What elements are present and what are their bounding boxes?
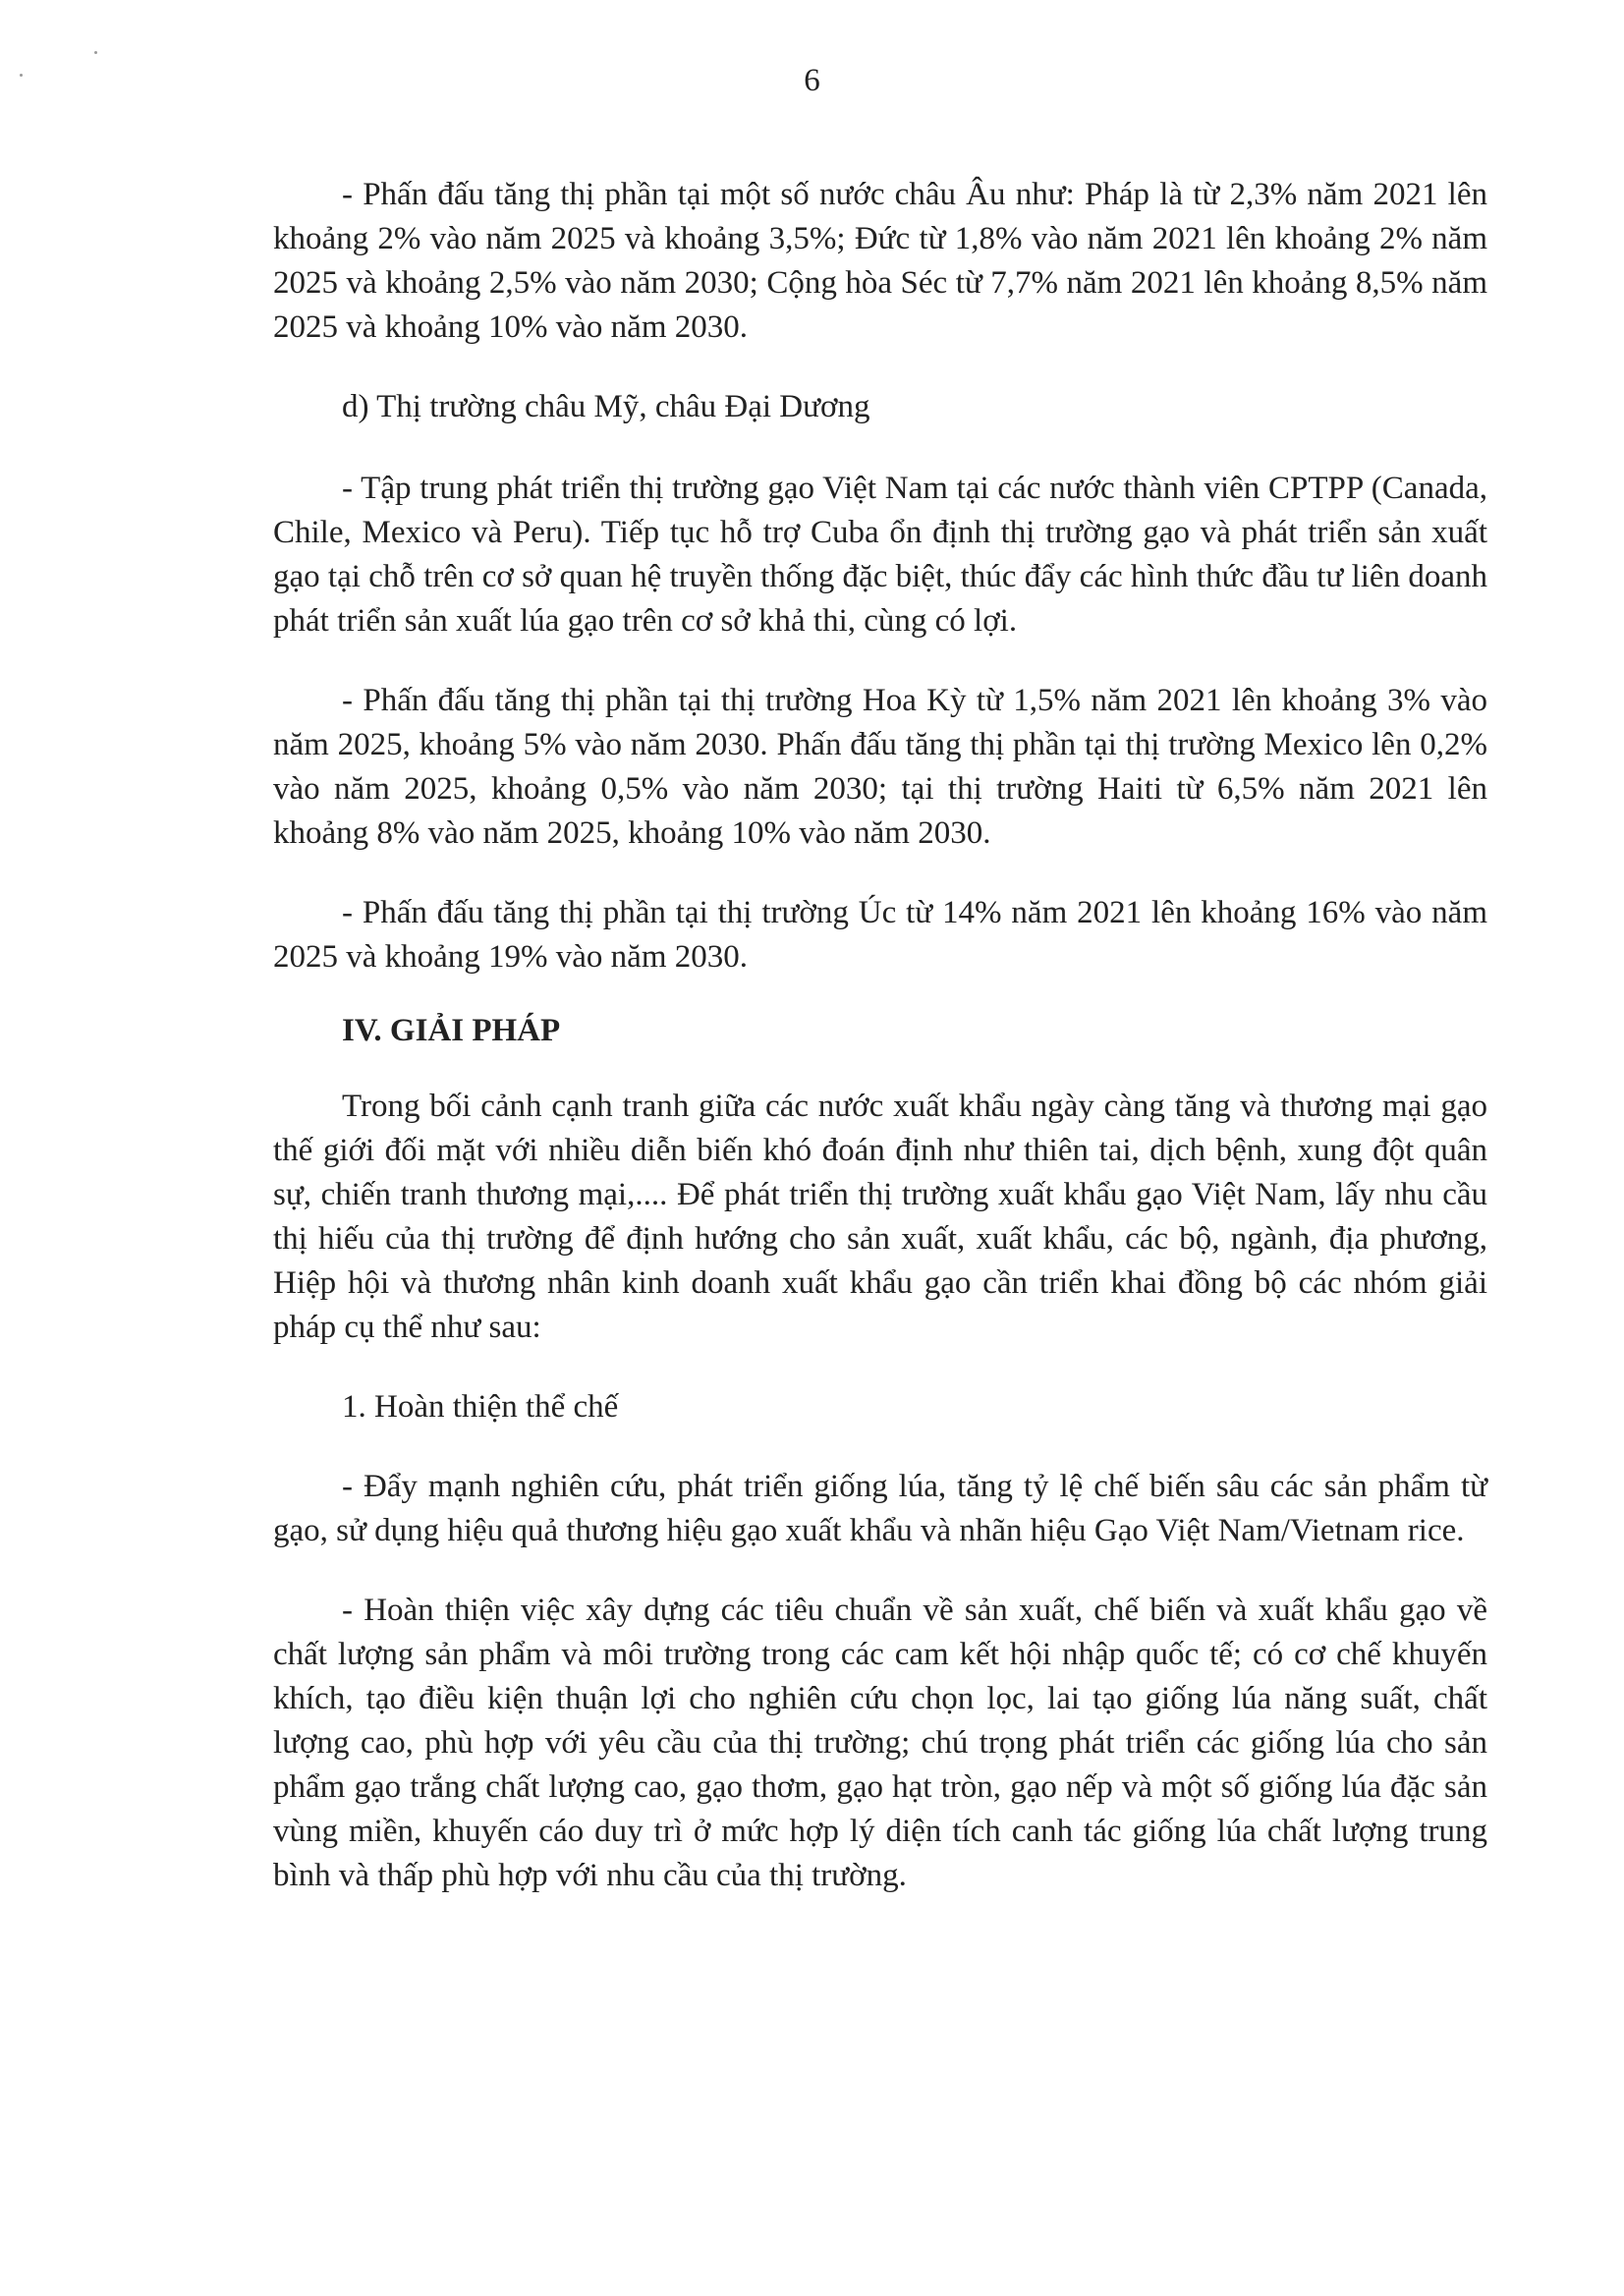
section-heading-americas-oceania: d) Thị trường châu Mỹ, châu Đại Dương (342, 389, 870, 424)
paragraph-australia-market-share: - Phấn đấu tăng thị phần tại thị trường Úc từ 14% năm 2021 lên khoảng 16% vào năm 2025 và khoảng 19% vào năm 2030. (273, 895, 1487, 975)
paragraph-europe-market-share: - Phấn đấu tăng thị phần tại một số nước châu Âu như: Pháp là từ 2,3% năm 2021 lên khoảng 2% vào năm 2025 và khoảng 3,5%; Đức từ 1,8% vào năm 2021 lên khoảng 2% năm 2025 và khoảng 2,5% vào năm 2030; Cộng hòa Séc từ 7,7% năm 2021 lên khoảng 8,5% năm 2025 và khoảng 10% vào năm 2030. (273, 177, 1487, 345)
page-number: 6 (804, 63, 820, 98)
section-heading-solutions: IV. GIẢI PHÁP (342, 1013, 561, 1048)
paragraph-americas-market-share: - Phấn đấu tăng thị phần tại thị trường Hoa Kỳ từ 1,5% năm 2021 lên khoảng 3% vào năm 2025, khoảng 5% vào năm 2030. Phấn đấu tăng thị phần tại thị trường Mexico lên 0,2% vào năm 2025, khoảng 0,5% vào năm 2030; tại thị trường Haiti từ 6,5% năm 2021 lên khoảng 8% vào năm 2025, khoảng 10% vào năm 2030. (273, 683, 1487, 851)
paragraph-cptpp-focus: - Tập trung phát triển thị trường gạo Việt Nam tại các nước thành viên CPTPP (Canada, Chile, Mexico và Peru). Tiếp tục hỗ trợ Cuba ổn định thị trường gạo và phát triển sản xuất gạo tại chỗ trên cơ sở quan hệ truyền thống đặc biệt, thúc đẩy các hình thức đầu tư liên doanh phát triển sản xuất lúa gạo trên cơ sở khả thi, cùng có lợi. (273, 471, 1487, 639)
subsection-heading-institutions: 1. Hoàn thiện thể chế (342, 1389, 619, 1425)
paragraph-rice-varieties: - Đẩy mạnh nghiên cứu, phát triển giống lúa, tăng tỷ lệ chế biến sâu các sản phẩm từ gạo, sử dụng hiệu quả thương hiệu gạo xuất khẩu và nhãn hiệu Gạo Việt Nam/Vietnam rice. (273, 1469, 1487, 1548)
document-body (273, 173, 1487, 1932)
scan-speck (94, 51, 97, 54)
paragraph-solutions-intro: Trong bối cảnh cạnh tranh giữa các nước xuất khẩu ngày càng tăng và thương mại gạo thế giới đối mặt với nhiều diễn biến khó đoán định như thiên tai, dịch bệnh, xung đột quân sự, chiến tranh thương mại,.... Để phát triển thị trường xuất khẩu gạo Việt Nam, lấy nhu cầu thị hiếu của thị trường để định hướng cho sản xuất, xuất khẩu, các bộ, ngành, địa phương, Hiệp hội và thương nhân kinh doanh xuất khẩu gạo cần triển khai đồng bộ các nhóm giải pháp cụ thể như sau: (273, 1089, 1487, 1345)
paragraph-standards: - Hoàn thiện việc xây dựng các tiêu chuẩn về sản xuất, chế biến và xuất khẩu gạo về chất lượng sản phẩm và môi trường trong các cam kết hội nhập quốc tế; có cơ chế khuyến khích, tạo điều kiện thuận lợi cho nghiên cứu chọn lọc, lai tạo giống lúa năng suất, chất lượng cao, phù hợp với yêu cầu của thị trường; chú trọng phát triển các giống lúa cho sản phẩm gạo trắng chất lượng cao, gạo thơm, gạo hạt tròn, gạo nếp và một số giống lúa đặc sản vùng miền, khuyến cáo duy trì ở mức hợp lý diện tích canh tác giống lúa chất lượng trung bình và thấp phù hợp với nhu cầu của thị trường. (273, 1593, 1487, 1893)
